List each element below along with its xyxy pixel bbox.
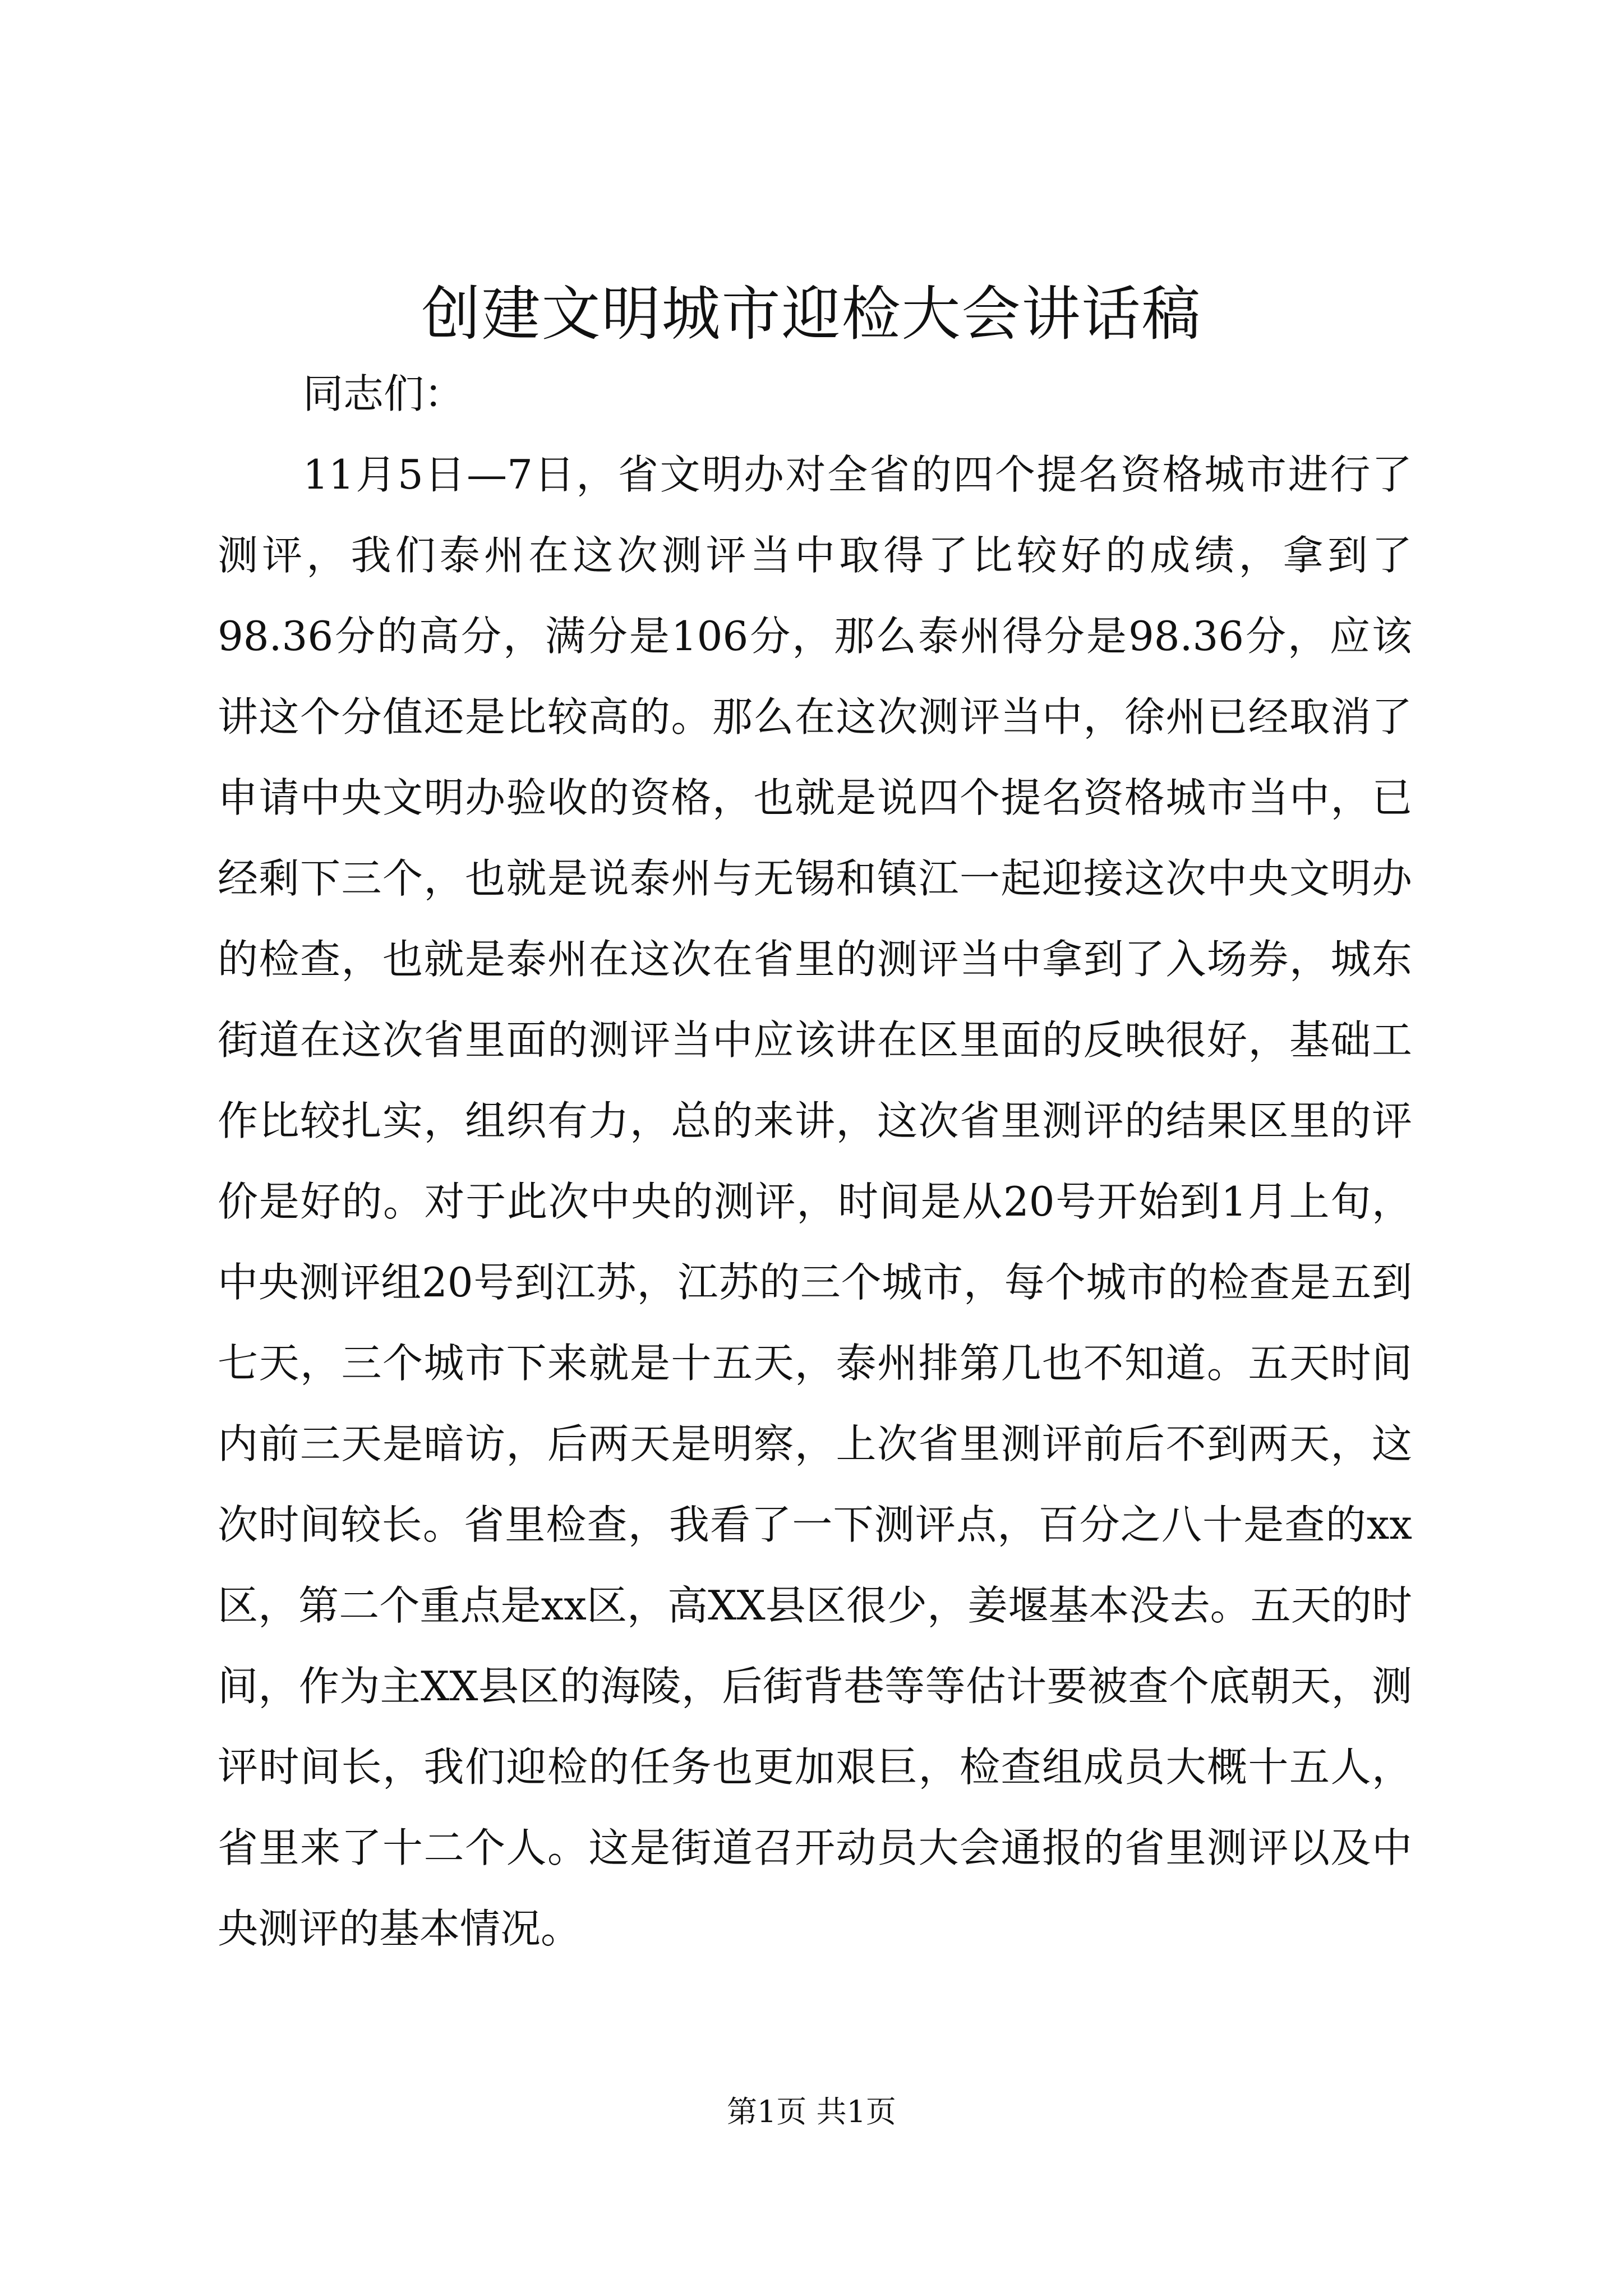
document-body <box>218 353 1412 1969</box>
document-title: 创建文明城市迎检大会讲话稿 <box>421 280 1202 348</box>
page-number-footer: 第1页 共1页 <box>727 2094 896 2129</box>
salutation: 同志们： <box>303 370 465 417</box>
body-paragraph: 11月5日—7日，省文明办对全省的四个提名资格城市进行了测评，我们泰州在这次测评当中取得了比较好的成绩，拿到了98.36分的高分，满分是106分，那么泰州得分是98.36分，应该讲这个分值还是比较高的。那么在这次测评当中，徐州已经取消了申请中央文明办验收的资格，也就是说四个提名资格城市当中，已经剩下三个，也就是说泰州与无锡和镇江一起迎接这次中央文明办的检查，也就是泰州在这次在省里的测评当中拿到了入场券，城东街道在这次省里面的测评当中应该讲在区里面的反映很好，基础工作比较扎实，组织有力，总的来讲，这次省里测评的结果区里的评价是好的。对于此次中央的测评，时间是从20号开始到1月上旬，中央测评组20号到江苏，江苏的三个城市，每个城市的检查是五到七天，三个城市下来就是十五天，泰州排第几也不知道。五天时间内前三天是暗访，后两天是明察，上次省里测评前后不到两天，这次时间较长。省里检查，我看了一下测评点，百分之八十是查的xx区，第二个重点是xx区，高XX县区很少，姜堰基本没去。五天的时间，作为主XX县区的海陵，后街背巷等等估计要被查个底朝天，测评时间长，我们迎检的任务也更加艰巨，检查组成员大概十五人，省里来了十二个人。这是街道召开动员大会通报的省里测评以及中央测评的基本情况。 <box>218 451 1412 1952</box>
